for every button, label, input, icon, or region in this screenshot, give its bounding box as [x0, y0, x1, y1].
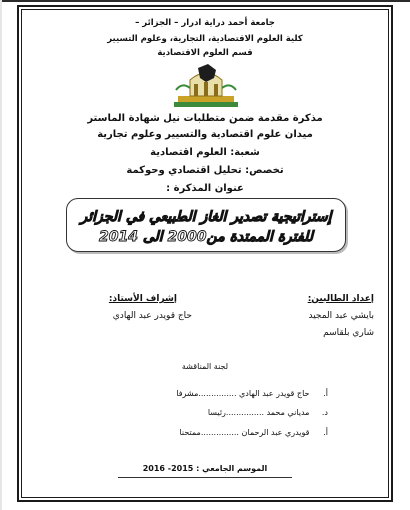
jury-member-text: حاج قويدر عبد الهادي ...............مشرفا [176, 389, 310, 398]
jury-member-title: أ. [323, 428, 328, 437]
jury-member-row [176, 389, 328, 398]
window-top-edge [0, 0, 410, 2]
university-logo-icon [168, 60, 244, 110]
jury-member-row [208, 408, 328, 417]
students-label: إعداد الطالبين: [307, 294, 374, 304]
university-name: جامعة أحمد دراية ادرار – الجزائر – [135, 18, 275, 28]
memo-title-line1: إستراتيجية تصدير الغاز الطبيعي في الجزائر [80, 209, 332, 225]
memo-field: ميدان علوم اقتصادية والتسيير وعلوم تجارية [97, 129, 313, 140]
jury-member-title: أ. [323, 389, 328, 398]
memo-title-label: عنوان المذكرة : [166, 183, 244, 194]
academic-year-underline [118, 477, 292, 478]
jury-member-text: قويدري عبد الرحمان ...............ممتحنا [179, 428, 310, 437]
memo-branch: شعبة: العلوم اقتصادية [150, 147, 260, 158]
faculty-name: كلية العلوم الاقتصادية، التجارية، وعلوم التسيير [107, 34, 303, 44]
jury-member-title: د. [321, 408, 328, 417]
student-name: شاري بلقاسم [323, 328, 374, 338]
memo-specialty: تخصص: تحليل اقتصادي وحوكمة [126, 165, 284, 176]
memo-type: مذكرة مقدمة ضمن متطلبات نيل شهادة الماستر [87, 113, 323, 124]
memo-title-box [66, 198, 346, 252]
window-left-edge [0, 0, 2, 510]
supervisor-label: إشراف الأستاذ: [108, 294, 177, 304]
jury-label: لجنة المناقشة [181, 362, 229, 371]
memo-title-line2: للفترة الممتدة من2000 الى 2014 [99, 229, 313, 245]
department-name: قسم العلوم الاقتصادية [157, 48, 253, 58]
academic-year: الموسم الجامعي : 2015- 2016 [142, 464, 268, 473]
jury-member-text: مدياني محمد ...............رئيسا [207, 408, 310, 417]
supervisor-name: حاج قويدر عبد الهادي [112, 311, 192, 321]
jury-member-row [179, 428, 328, 437]
student-name: بايشي عبد المجيد [308, 311, 374, 321]
